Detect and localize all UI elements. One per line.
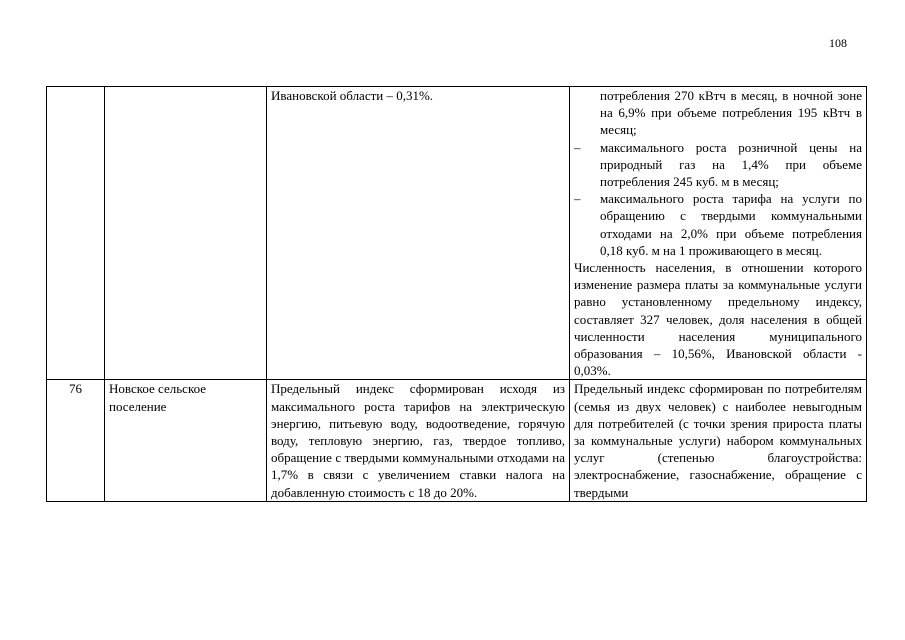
index-detail-cell: Предельный индекс сформирован по потребителям (семья из двух человек) с наиболее невыгодным для потребителей (с точки зрения прироста платы за коммунальные услуги) набором коммунальных услуг (степенью благоустройства: электроснабжение, газоснабжение, обращение с твердыми — [570, 380, 867, 501]
row-number-cell — [47, 87, 105, 380]
municipality-name-cell: Новское сельское поселение — [105, 380, 267, 501]
bullet-dash: – — [574, 191, 581, 207]
table-row — [47, 87, 867, 380]
index-detail-cell — [570, 87, 867, 380]
table-row — [47, 380, 867, 501]
tariff-index-table — [46, 86, 867, 502]
population-share-paragraph: Численность населения, в отношении которого изменение размера платы за коммунальные услуги равно установленному предельному индексу, составляет 327 человек, доля населения в общей численности населения муниципального образования – 10,56%, Ивановской области - 0,03%. — [574, 260, 862, 379]
index-basis-cell: Предельный индекс сформирован исходя из максимального роста тарифов на электрическую энергию, питьевую воду, водоотведение, горячую воду, тепловую энергию, газ, твердое топливо, обращение с твердыми коммунальными отходами на 1,7% в связи с увеличением ставки налога на добавленную стоимость с 18 до 20%. — [267, 380, 570, 501]
page-number: 108 — [829, 36, 847, 50]
index-basis-cell: Ивановской области – 0,31%. — [267, 87, 570, 380]
detail-continuation-text: потребления 270 кВтч в месяц, в ночной зоне на 6,9% при объеме потребления 195 кВтч в месяц; — [600, 88, 862, 138]
detail-bullet-item — [574, 190, 862, 259]
bullet-text: максимального роста тарифа на услуги по обращению с твердыми коммунальными отходами на 2,0% при объеме потребления 0,18 куб. м на 1 проживающего в месяц. — [600, 191, 862, 258]
row-number-cell: 76 — [47, 380, 105, 501]
bullet-dash: – — [574, 139, 581, 155]
bullet-text: максимального роста розничной цены на природный газ на 1,4% при объеме потребления 245 куб. м в месяц; — [600, 139, 862, 190]
municipality-name-cell — [105, 87, 267, 380]
detail-bullet-item — [574, 139, 862, 191]
